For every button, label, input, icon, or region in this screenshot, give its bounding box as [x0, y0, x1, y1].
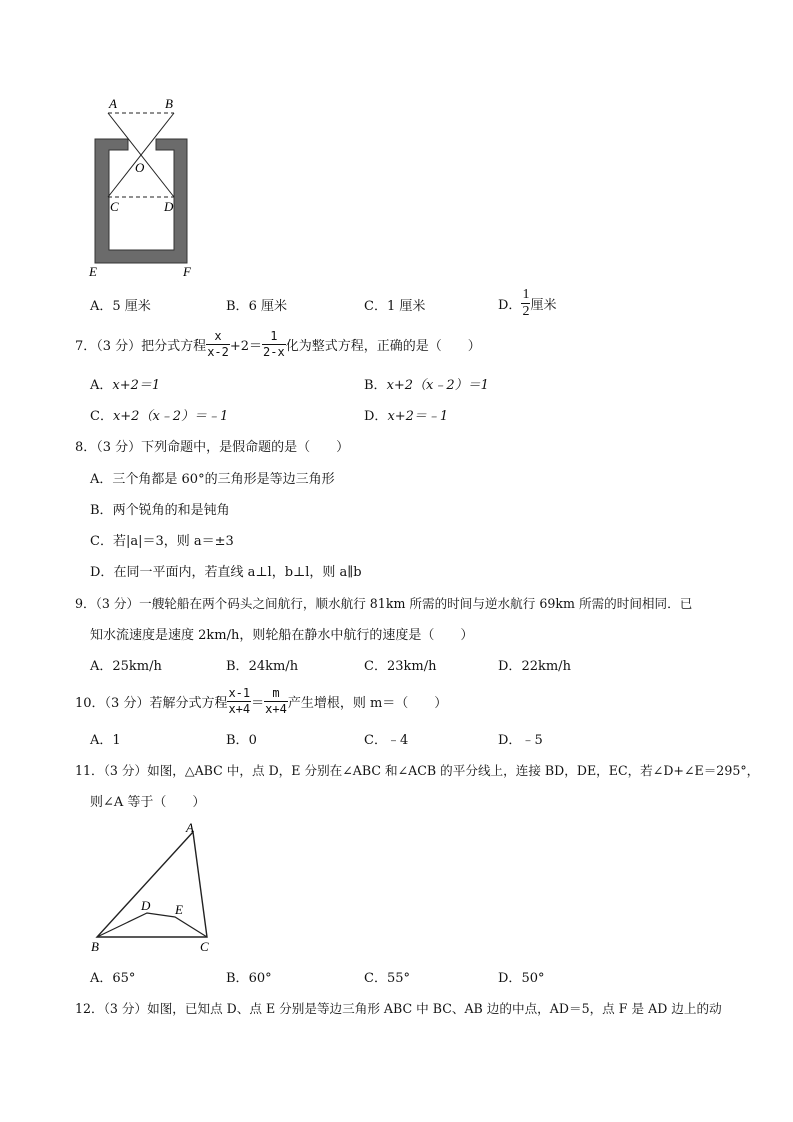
q9-option-c[interactable]: C．23km/h [364, 659, 437, 674]
triangle-abc [97, 832, 207, 937]
q6-option-c[interactable]: C．1 厘米 [364, 299, 426, 314]
q10-option-a[interactable]: A．1 [90, 733, 121, 748]
label-B: B [165, 96, 173, 111]
q7-option-c[interactable]: C．x+2（x﹣2）＝﹣1 [90, 409, 229, 424]
path-bdec [97, 913, 207, 937]
label-A: A [109, 96, 117, 111]
q10-option-b[interactable]: B．0 [226, 733, 257, 748]
q11-option-d[interactable]: D．50° [498, 971, 545, 986]
q6-option-d[interactable]: D． $\frac{1}{2}$ 厘米 [498, 287, 557, 319]
q8-stem: 8．（3 分）下列命题中，是假命题的是（ ） [75, 440, 350, 455]
q11-option-a[interactable]: A．65° [90, 971, 136, 986]
q9-option-d[interactable]: D．22km/h [498, 659, 571, 674]
q6-option-b[interactable]: B．6 厘米 [226, 299, 287, 314]
q9-stem-line2: 知水流速度是速度 2km/h，则轮船在静水中航行的速度是（ ） [90, 628, 474, 643]
q10-option-c[interactable]: C．﹣4 [364, 733, 409, 748]
label-D: D [164, 199, 174, 214]
q10-fraction-1: $\frac{x-1}{x+4}$ [228, 686, 251, 716]
label-F: F [183, 264, 191, 279]
q7-option-d[interactable]: D．x+2＝﹣1 [364, 409, 449, 424]
label-D: D [141, 898, 151, 913]
q11-option-c[interactable]: C．55° [364, 971, 410, 986]
q8-option-d[interactable]: D．在同一平面内，若直线 a⊥l，b⊥l，则 a∥b [90, 565, 362, 580]
fraction-half: $\frac{1}{2}$ [522, 287, 530, 319]
q9-option-a[interactable]: A．25km/h [90, 659, 162, 674]
label-C: C [200, 939, 209, 954]
q9-stem-line1: 9．（3 分）一艘轮船在两个码头之间航行，顺水航行 81km 所需的时间与逆水航行 69km 所需的时间相同．已 [75, 596, 693, 611]
q9-option-b[interactable]: B．24km/h [226, 659, 299, 674]
q10-option-d[interactable]: D．﹣5 [498, 733, 543, 748]
label-O: O [135, 160, 145, 175]
label-E: E [175, 902, 183, 917]
q7-stem: 7．（3 分）把分式方程 $\frac{x}{x-2}$ +2＝ $\frac{1}{2-x}$ 化为整式方程，正确的是（ ） [75, 329, 481, 359]
figure-frame-crossing [85, 92, 210, 287]
q8-option-c[interactable]: C．若|a|＝3，则 a＝±3 [90, 534, 234, 549]
q6-option-a[interactable]: A．5 厘米 [90, 299, 151, 314]
q11-stem-line2: 则∠A 等于（ ） [90, 795, 206, 810]
q8-option-b[interactable]: B．两个锐角的和是钝角 [90, 503, 230, 518]
q10-fraction-2: $\frac{m}{x+4}$ [265, 686, 287, 716]
q11-option-b[interactable]: B．60° [226, 971, 272, 986]
q7-option-b[interactable]: B．x+2（x﹣2）＝1 [364, 378, 489, 393]
label-E: E [89, 264, 97, 279]
figure-triangle-abc [85, 815, 225, 960]
q8-option-a[interactable]: A．三个角都是 60°的三角形是等边三角形 [90, 472, 335, 487]
q7-fraction-1: $\frac{x}{x-2}$ [207, 329, 229, 359]
q12-stem-line1: 12．（3 分）如图，已知点 D、点 E 分别是等边三角形 ABC 中 BC、AB 边的中点，AD＝5，点 F 是 AD 边上的动 [75, 1001, 722, 1016]
q7-fraction-2: $\frac{1}{2-x}$ [263, 329, 285, 359]
label-C: C [110, 199, 119, 214]
label-A: A [186, 820, 194, 835]
q7-option-a[interactable]: A．x+2＝1 [90, 378, 161, 393]
label-B: B [91, 939, 99, 954]
q10-stem: 10．（3 分）若解分式方程 $\frac{x-1}{x+4}$ ＝ $\frac{m}{x+4}$ 产生增根，则 m＝（ ） [75, 686, 448, 716]
q11-stem-line1: 11．（3 分）如图，△ABC 中，点 D，E 分别在∠ABC 和∠ACB 的平分线上，连接 BD，DE，EC，若∠D+∠E＝295°， [75, 763, 760, 778]
